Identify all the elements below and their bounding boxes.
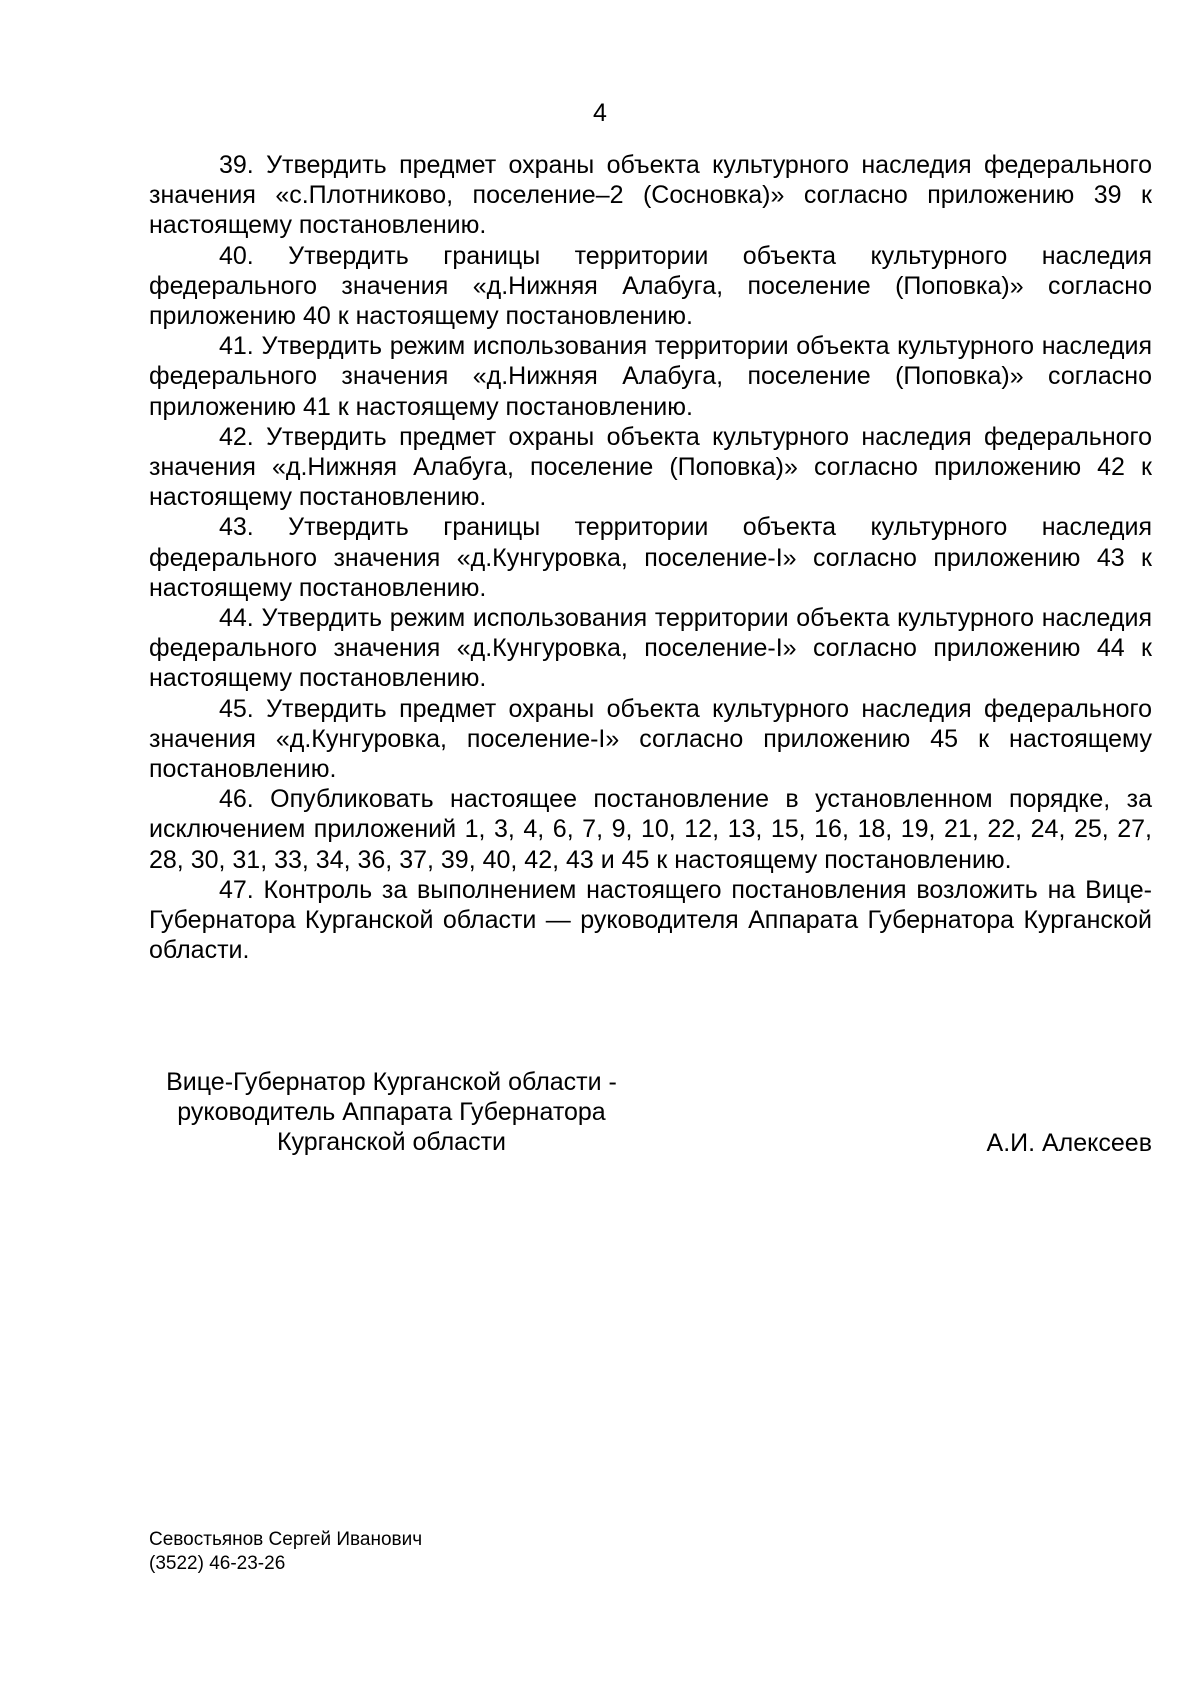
clause-44: 44. Утвердить режим использования территории объекта культурного наследия федерального значения «д.Кунгуровка, поселение-I» согласно приложению 44 к настоящему постановлению. (149, 604, 1152, 693)
executor-name: Севостьянов Сергей Иванович (149, 1529, 423, 1550)
clause-47: 47. Контроль за выполнением настоящего постановления возложить на Вице-Губернатора Курганской области — руководителя Аппарата Губернатора Курганской области. (149, 875, 1152, 965)
executor-phone: (3522) 46-23-26 (149, 1553, 286, 1574)
signer-name: А.И. Алексеев (986, 1129, 1152, 1157)
signer-position-line: руководитель Аппарата Губернатора (177, 1098, 606, 1127)
clause-46: 46. Опубликовать настоящее постановление в установленном порядке, за исключением приложений 1, 3, 4, 6, 7, 9, 10, 12, 13, 15, 16, 18, 19, 21, 22, 24, 25, 27, 28, 30, 31, 33, 34, 36, 37, 39, 40, 42, 43 и 45 к настоящему постановлению. (149, 785, 1152, 874)
page-number: 4 (593, 99, 607, 127)
clause-40: 40. Утвердить границы территории объекта культурного наследия федерального значения «д.Нижняя Алабуга, поселение (Поповка)» согласно приложению 40 к настоящему постановлению. (149, 241, 1152, 331)
clause-42: 42. Утвердить предмет охраны объекта культурного наследия федерального значения «д.Нижняя Алабуга, поселение (Поповка)» согласно приложению 42 к настоящему постановлению. (149, 422, 1152, 512)
clause-45: 45. Утвердить предмет охраны объекта культурного наследия федерального значения «д.Кунгуровка, поселение-I» согласно приложению 45 к настоящему постановлению. (149, 694, 1152, 784)
document-body (149, 150, 1152, 965)
signer-position-line: Курганской области (276, 1128, 506, 1157)
signer-position-line: Вице-Губернатор Курганской области - (166, 1068, 617, 1096)
clause-43: 43. Утвердить границы территории объекта культурного наследия федерального значения «д.Кунгуровка, поселение-I» согласно приложению 43 к настоящему постановлению. (149, 513, 1152, 602)
signer-position (149, 1067, 634, 1158)
clause-41: 41. Утвердить режим использования территории объекта культурного наследия федерального значения «д.Нижняя Алабуга, поселение (Поповка)» согласно приложению 41 к настоящему постановлению. (149, 332, 1152, 421)
executor-info (149, 1528, 422, 1576)
clause-39: 39. Утвердить предмет охраны объекта культурного наследия федерального значения «с.Плотниково, поселение–2 (Сосновка)» согласно приложению 39 к настоящему постановлению. (149, 151, 1152, 240)
